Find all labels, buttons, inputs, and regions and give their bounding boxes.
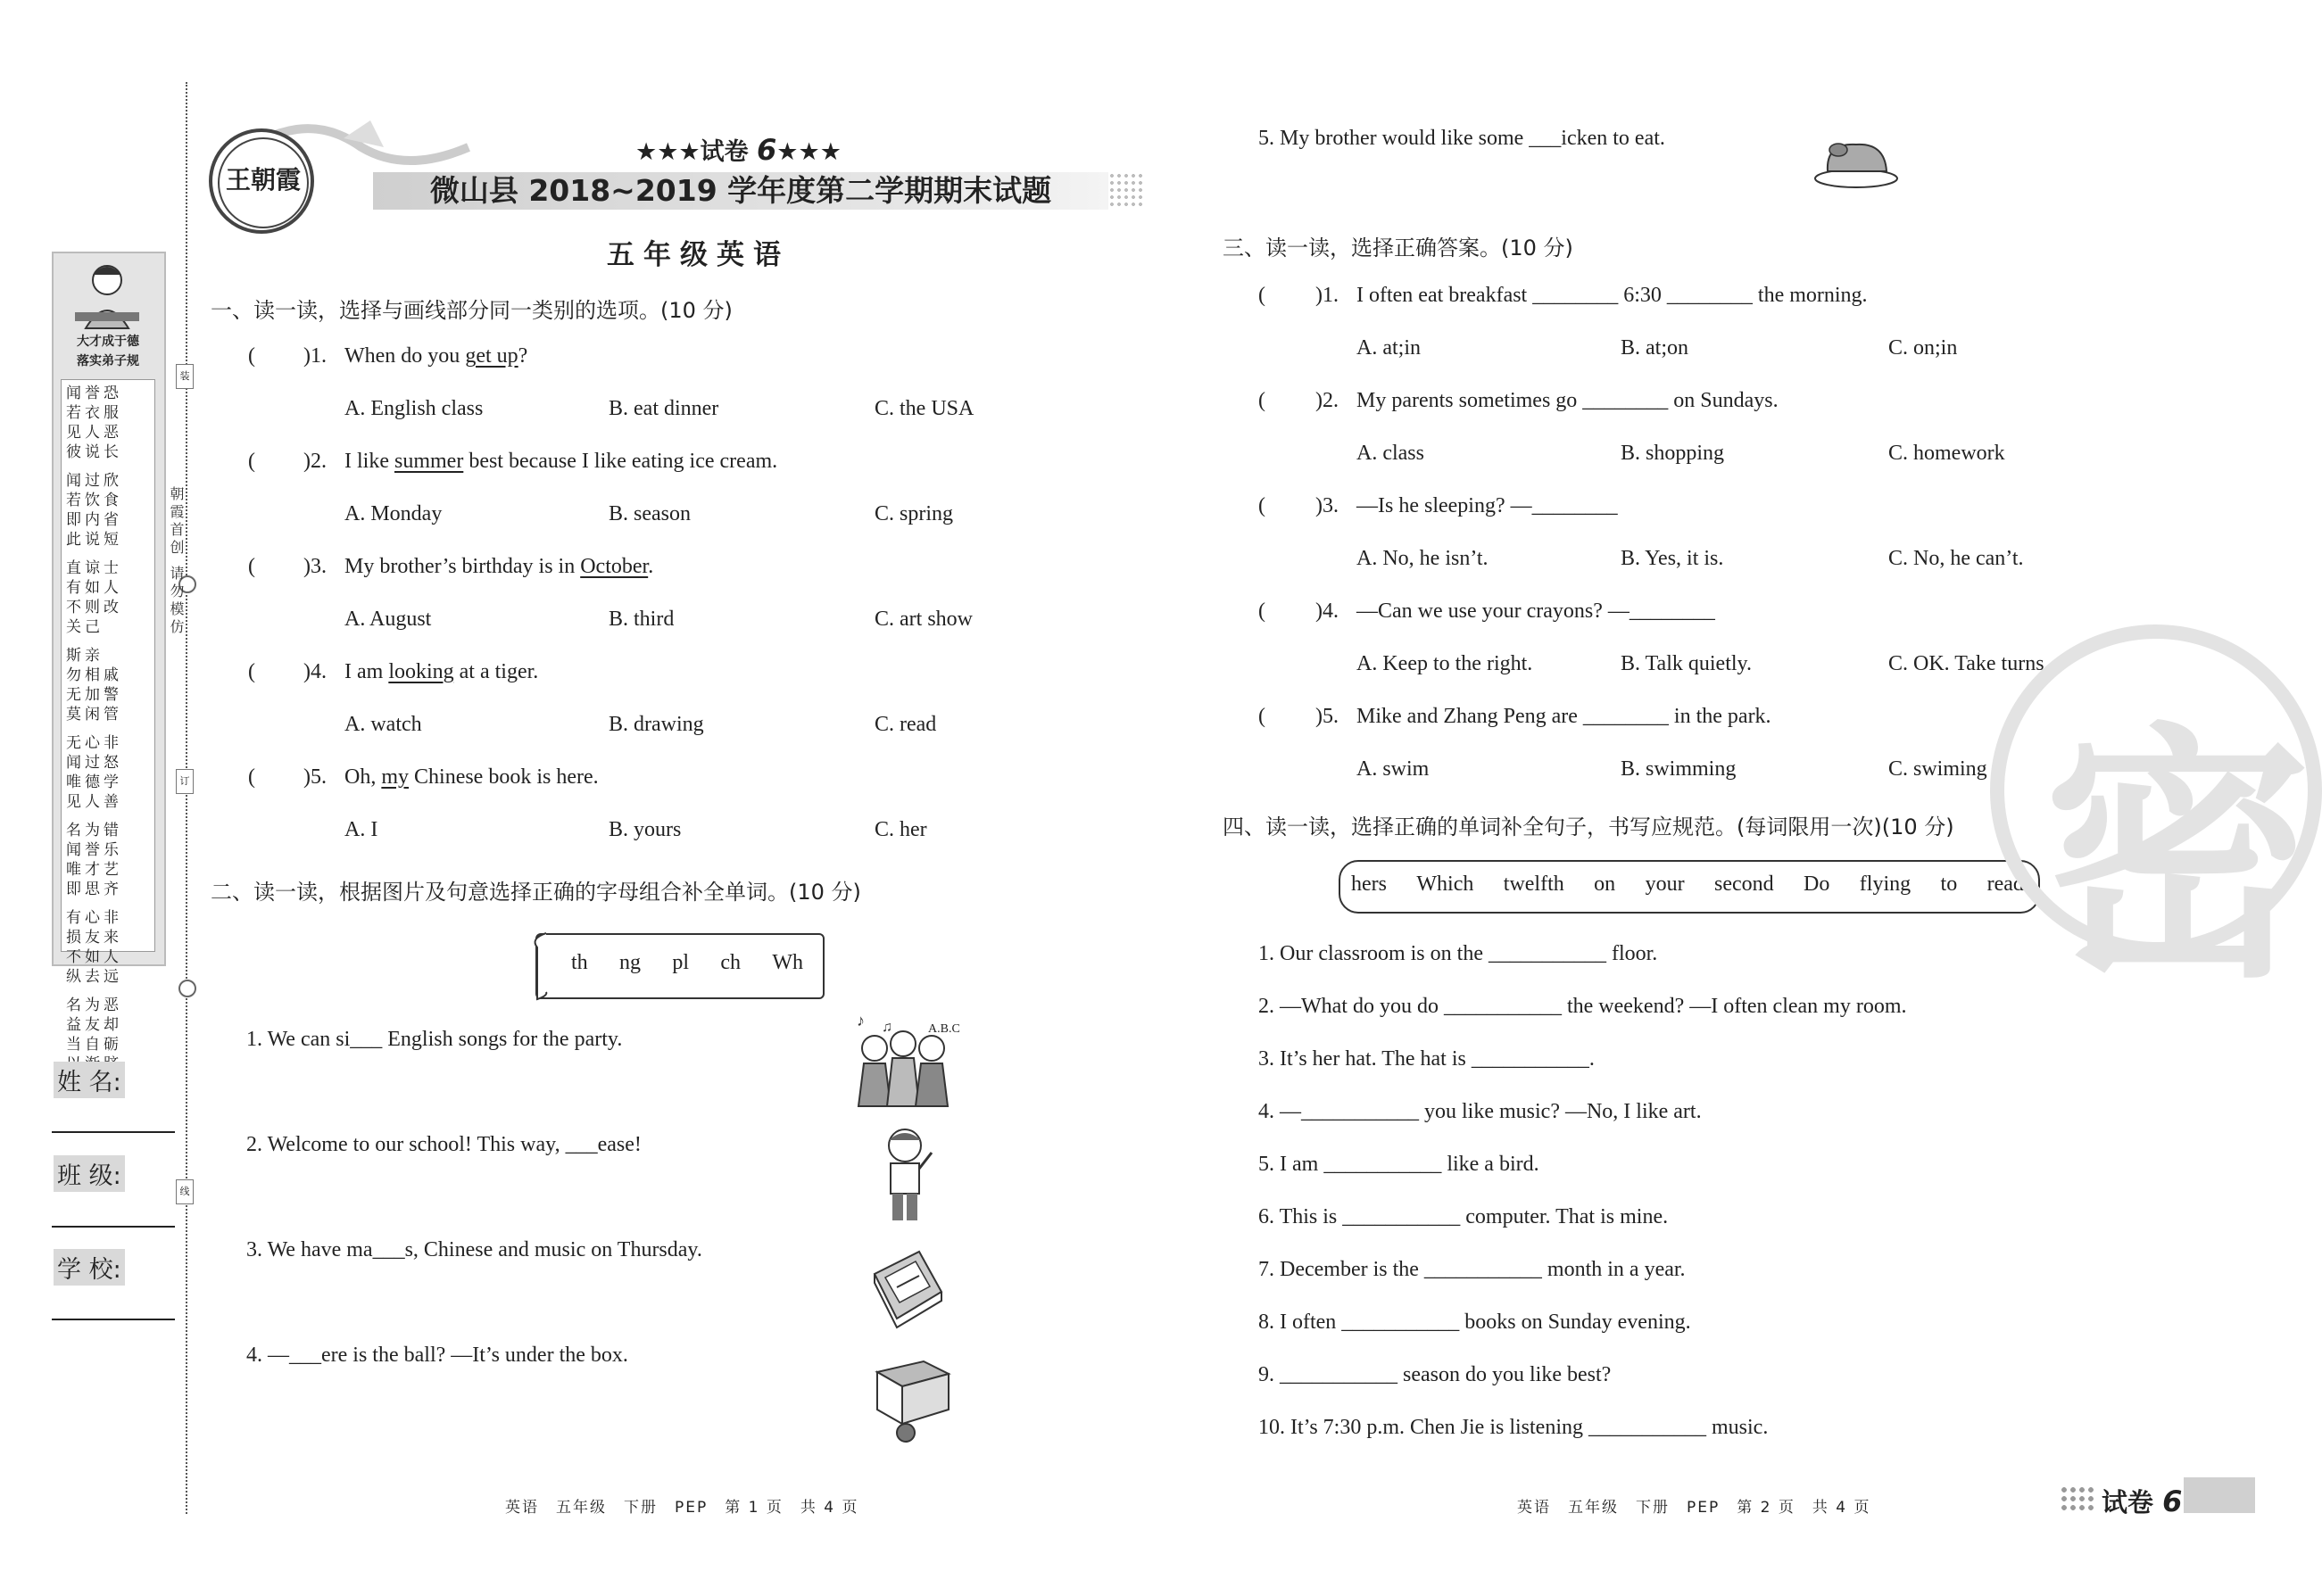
question-text: —Can we use your crayons? —________ bbox=[1356, 600, 1715, 623]
maxim-group bbox=[66, 558, 152, 637]
answer-bracket[interactable]: ( bbox=[248, 450, 255, 473]
gutter-tab-ding: 订 bbox=[176, 769, 194, 794]
boy-welcome-icon bbox=[875, 1126, 937, 1226]
maxim-line: 若衣服 bbox=[66, 404, 122, 422]
underlined-word: October bbox=[580, 555, 649, 578]
sentence-item-9: 9. ___________ season do you like best? bbox=[1258, 1363, 1612, 1386]
maxim-line: 无心非 bbox=[66, 734, 122, 752]
question-pre: Oh, bbox=[344, 765, 382, 789]
maxim-group bbox=[66, 384, 152, 462]
option-c[interactable]: C. her bbox=[875, 818, 927, 841]
option-b[interactable]: B. swimming bbox=[1621, 757, 1737, 781]
section4-heading: 四、读一读，选择正确的单词补全句子，书写应规范。(每词限用一次)(10 分) bbox=[1223, 815, 1954, 839]
maxim-line: 有如人 bbox=[66, 579, 122, 597]
class-label: 班 级: bbox=[54, 1155, 125, 1192]
question-text: My parents sometimes go ________ on Sundays. bbox=[1356, 389, 1779, 412]
letter-bank-items bbox=[571, 951, 803, 975]
maxim-line: 莫闲管 bbox=[66, 706, 122, 724]
question-text bbox=[344, 344, 527, 368]
paper-title: 微山县 2018~2019 学年度第二学期期末试题 bbox=[429, 173, 1052, 208]
question-number: )2. bbox=[1315, 389, 1339, 412]
binding-line bbox=[186, 82, 187, 1514]
option-a[interactable]: A. English class bbox=[344, 397, 484, 420]
word-bank-word: read bbox=[1986, 872, 2024, 896]
paper-label-prefix: ★★★试卷 bbox=[635, 138, 749, 166]
maxim-line: 若饮食 bbox=[66, 492, 122, 509]
word-bank-word: on bbox=[1594, 872, 1616, 896]
svg-text:♪: ♪ bbox=[857, 1012, 865, 1030]
word-bank-word: second bbox=[1713, 872, 1774, 896]
maxim-group bbox=[66, 471, 152, 550]
question-text bbox=[344, 450, 777, 474]
option-c[interactable]: C. spring bbox=[875, 502, 954, 525]
maxim-line: 闻誉恐 bbox=[66, 385, 122, 402]
word-bank-word: your bbox=[1645, 872, 1685, 896]
maxim-group bbox=[66, 733, 152, 812]
answer-bracket[interactable]: ( bbox=[1258, 494, 1265, 517]
sentence-item-10: 10. It’s 7:30 p.m. Chen Jie is listening ___________ music. bbox=[1258, 1416, 1769, 1439]
question-text bbox=[344, 555, 653, 579]
option-a[interactable]: A. Monday bbox=[344, 502, 443, 525]
sentence-item-6: 6. This is ___________ computer. That is mine. bbox=[1258, 1205, 1669, 1228]
question-pre: My brother’s birthday is in bbox=[344, 555, 581, 578]
gutter-tab-zhuang: 装 bbox=[176, 364, 194, 389]
maxim-line: 不如人 bbox=[66, 948, 122, 966]
maxim-line: 无加警 bbox=[66, 686, 122, 704]
maxim-line: 唯才艺 bbox=[66, 861, 122, 879]
question-number: )5. bbox=[1315, 705, 1339, 728]
option-a[interactable]: A. at;in bbox=[1356, 336, 1421, 360]
option-c[interactable]: C. on;in bbox=[1888, 336, 1958, 360]
question-number: )1. bbox=[1315, 284, 1339, 307]
secret-stamp-char: 密 bbox=[2044, 702, 2311, 1013]
letter-option: Wh bbox=[772, 951, 803, 974]
answer-bracket[interactable]: ( bbox=[1258, 284, 1265, 307]
option-b[interactable]: B. Yes, it is. bbox=[1621, 547, 1724, 570]
maxim-line: 名为错 bbox=[66, 822, 122, 839]
fill-item-2: 2. Welcome to our school! This way, ___ease! bbox=[246, 1133, 642, 1156]
gutter-vertical-note: 朝霞首创 请勿模仿 bbox=[168, 486, 185, 638]
question-post: ? bbox=[518, 344, 528, 368]
maxim-line: 勿相戚 bbox=[66, 666, 122, 684]
footer-left: 英语 五年级 下册 PEP 第 1 页 共 4 页 bbox=[505, 1499, 859, 1517]
answer-bracket[interactable]: ( bbox=[248, 765, 255, 789]
option-c[interactable]: C. swiming bbox=[1888, 757, 1987, 781]
box-ball-icon bbox=[870, 1354, 955, 1443]
maxim-line: 不则改 bbox=[66, 599, 122, 616]
maths-book-icon bbox=[866, 1247, 946, 1327]
letter-option: ch bbox=[720, 951, 741, 974]
sentence-item-1: 1. Our classroom is on the ___________ floor. bbox=[1258, 942, 1658, 965]
motto-line-2: 落实弟子规 bbox=[77, 354, 139, 368]
gutter-tab-xian: 线 bbox=[176, 1179, 194, 1204]
option-a[interactable]: A. Keep to the right. bbox=[1356, 652, 1533, 675]
word-bank-word: hers bbox=[1351, 872, 1387, 896]
option-c[interactable]: C. homework bbox=[1888, 442, 2005, 465]
maxim-line: 唯德学 bbox=[66, 773, 122, 791]
maxim-line: 闻誉乐 bbox=[66, 841, 122, 859]
word-bank-word: Which bbox=[1416, 872, 1474, 896]
section3-heading: 三、读一读，选择正确答案。(10 分) bbox=[1223, 236, 1573, 260]
maxim-text-list bbox=[66, 384, 152, 1074]
question-pre: I like bbox=[344, 450, 394, 473]
sentence-item-7: 7. December is the ___________ month in a year. bbox=[1258, 1258, 1686, 1281]
corner-label-number: 6 bbox=[2162, 1484, 2183, 1518]
maxim-line: 即内省 bbox=[66, 511, 122, 529]
maxim-line: 彼说长 bbox=[66, 443, 122, 461]
question-number: )3. bbox=[303, 555, 327, 578]
question-number: )1. bbox=[303, 344, 327, 368]
fill-item-3: 3. We have ma___s, Chinese and music on Thursday. bbox=[246, 1238, 702, 1261]
singing-caption: A.B.C bbox=[928, 1022, 960, 1036]
letter-option: pl bbox=[672, 951, 689, 974]
underlined-word: summer bbox=[394, 450, 464, 473]
option-b[interactable]: B. season bbox=[609, 502, 691, 525]
sentence-item-3: 3. It’s her hat. The hat is ___________. bbox=[1258, 1047, 1595, 1071]
scroll-curl-icon bbox=[528, 930, 555, 1003]
question-text: I often eat breakfast ________ 6:30 ________ the morning. bbox=[1356, 284, 1868, 307]
corner-dots bbox=[2060, 1485, 2095, 1512]
chicken-dish-icon bbox=[1812, 132, 1901, 191]
answer-bracket[interactable]: ( bbox=[248, 660, 255, 683]
answer-bracket[interactable]: ( bbox=[1258, 705, 1265, 728]
maxim-line: 见人恶 bbox=[66, 424, 122, 442]
underlined-word: looking bbox=[388, 660, 454, 683]
option-b[interactable]: B. at;on bbox=[1621, 336, 1688, 360]
option-b[interactable]: B. yours bbox=[609, 818, 682, 841]
option-c[interactable]: C. No, he can’t. bbox=[1888, 547, 2024, 570]
answer-bracket[interactable]: ( bbox=[1258, 389, 1265, 412]
question-post: at a tiger. bbox=[453, 660, 539, 683]
word-bank-word: Do bbox=[1804, 872, 1830, 896]
footer-right: 英语 五年级 下册 PEP 第 2 页 共 4 页 bbox=[1517, 1499, 1871, 1517]
maxim-group bbox=[66, 646, 152, 724]
maxim-line: 益友却 bbox=[66, 1016, 122, 1034]
section1-heading: 一、读一读，选择与画线部分同一类别的选项。(10 分) bbox=[211, 298, 733, 323]
option-c[interactable]: C. art show bbox=[875, 608, 973, 631]
subject-title: 五年级英语 bbox=[607, 239, 790, 271]
option-b[interactable]: B. drawing bbox=[609, 713, 704, 736]
word-bank-word: twelfth bbox=[1503, 872, 1564, 896]
maxim-line: 有心非 bbox=[66, 909, 122, 927]
maxim-line: 损友来 bbox=[66, 929, 122, 947]
corner-bar bbox=[2184, 1477, 2255, 1513]
option-b[interactable]: B. eat dinner bbox=[609, 397, 719, 420]
maxim-line: 即思齐 bbox=[66, 881, 122, 898]
option-a[interactable]: A. class bbox=[1356, 442, 1424, 465]
maxim-group bbox=[66, 908, 152, 987]
question-text bbox=[344, 660, 538, 684]
section2-heading: 二、读一读，根据图片及句意选择正确的字母组合补全单词。(10 分) bbox=[211, 880, 861, 905]
question-text: —Is he sleeping? —________ bbox=[1356, 494, 1618, 517]
option-b[interactable]: B. third bbox=[609, 608, 675, 631]
underlined-word: get up bbox=[465, 344, 518, 368]
maxim-line: 纵去远 bbox=[66, 968, 122, 986]
maxim-line: 关己 bbox=[66, 618, 104, 636]
maxim-line: 闻过怒 bbox=[66, 754, 122, 772]
option-a[interactable]: A. August bbox=[344, 608, 432, 631]
question-pre: I am bbox=[344, 660, 389, 683]
binding-hole-icon bbox=[178, 980, 196, 997]
word-bank-items bbox=[1351, 872, 2024, 897]
maxim-line: 斯亲 bbox=[66, 647, 104, 665]
option-b[interactable]: B. shopping bbox=[1621, 442, 1725, 465]
letter-option: th bbox=[571, 951, 588, 974]
answer-bracket[interactable]: ( bbox=[248, 344, 255, 368]
option-a[interactable]: A. watch bbox=[344, 713, 422, 736]
corner-paper-label bbox=[2102, 1483, 2182, 1519]
paper-label bbox=[635, 132, 842, 167]
option-c[interactable]: C. the USA bbox=[875, 397, 974, 420]
maxim-line: 直谅士 bbox=[66, 559, 122, 577]
option-b[interactable]: B. Talk quietly. bbox=[1621, 652, 1752, 675]
answer-bracket[interactable]: ( bbox=[1258, 600, 1265, 623]
fill-item-5: 5. My brother would like some ___icken to eat. bbox=[1258, 127, 1665, 150]
singing-children-icon bbox=[848, 1008, 991, 1113]
class-field[interactable] bbox=[52, 1226, 175, 1228]
option-a[interactable]: A. No, he isn’t. bbox=[1356, 547, 1489, 570]
maxim-line: 此说短 bbox=[66, 531, 122, 549]
option-c[interactable]: C. read bbox=[875, 713, 937, 736]
corner-label-prefix: 试卷 bbox=[2102, 1487, 2154, 1517]
sentence-item-5: 5. I am ___________ like a bird. bbox=[1258, 1153, 1539, 1176]
question-post: best because I like eating ice cream. bbox=[463, 450, 778, 473]
question-pre: When do you bbox=[344, 344, 466, 368]
scholar-figure-icon bbox=[68, 257, 146, 337]
school-label: 学 校: bbox=[54, 1249, 125, 1286]
question-post: . bbox=[648, 555, 654, 578]
question-text bbox=[344, 765, 599, 790]
question-number: )2. bbox=[303, 450, 327, 473]
question-post: Chinese book is here. bbox=[409, 765, 599, 789]
logo-text: 王朝霞 bbox=[225, 165, 301, 194]
maxim-line: 闻过欣 bbox=[66, 472, 122, 490]
sentence-item-4: 4. —___________ you like music? —No, I like art. bbox=[1258, 1100, 1702, 1123]
question-text: Mike and Zhang Peng are ________ in the park. bbox=[1356, 705, 1771, 728]
sentence-item-2: 2. —What do you do ___________ the weekend? —I often clean my room. bbox=[1258, 995, 1907, 1018]
school-field[interactable] bbox=[52, 1319, 175, 1320]
motto-line-1: 大才成于德 bbox=[77, 335, 139, 349]
maxim-line: 名为恶 bbox=[66, 996, 122, 1014]
word-bank-word: to bbox=[1940, 872, 1958, 896]
maxim-line: 当自砺 bbox=[66, 1036, 122, 1054]
maxim-line: 见人善 bbox=[66, 793, 122, 811]
name-field[interactable] bbox=[52, 1131, 175, 1133]
answer-bracket[interactable]: ( bbox=[248, 555, 255, 578]
fill-item-1: 1. We can si___ English songs for the party. bbox=[246, 1028, 623, 1051]
question-number: )4. bbox=[303, 660, 327, 683]
option-c[interactable]: C. OK. Take turns. bbox=[1888, 652, 2050, 675]
banner-dots bbox=[1108, 172, 1144, 210]
maxim-group bbox=[66, 821, 152, 899]
option-a[interactable]: A. swim bbox=[1356, 757, 1430, 781]
name-label: 姓 名: bbox=[54, 1062, 125, 1098]
question-number: )3. bbox=[1315, 494, 1339, 517]
question-number: )4. bbox=[1315, 600, 1339, 623]
sentence-item-8: 8. I often ___________ books on Sunday evening. bbox=[1258, 1311, 1691, 1334]
word-bank-word: flying bbox=[1859, 872, 1912, 896]
paper-label-number: 6 bbox=[757, 133, 777, 167]
fill-item-4: 4. —___ere is the ball? —It’s under the box. bbox=[246, 1344, 628, 1367]
letter-option: ng bbox=[619, 951, 641, 974]
svg-text:♫: ♫ bbox=[882, 1020, 892, 1035]
question-number: )5. bbox=[303, 765, 327, 789]
option-a[interactable]: A. I bbox=[344, 818, 378, 841]
paper-label-suffix: ★★★ bbox=[776, 138, 842, 166]
underlined-word: my bbox=[381, 765, 410, 789]
